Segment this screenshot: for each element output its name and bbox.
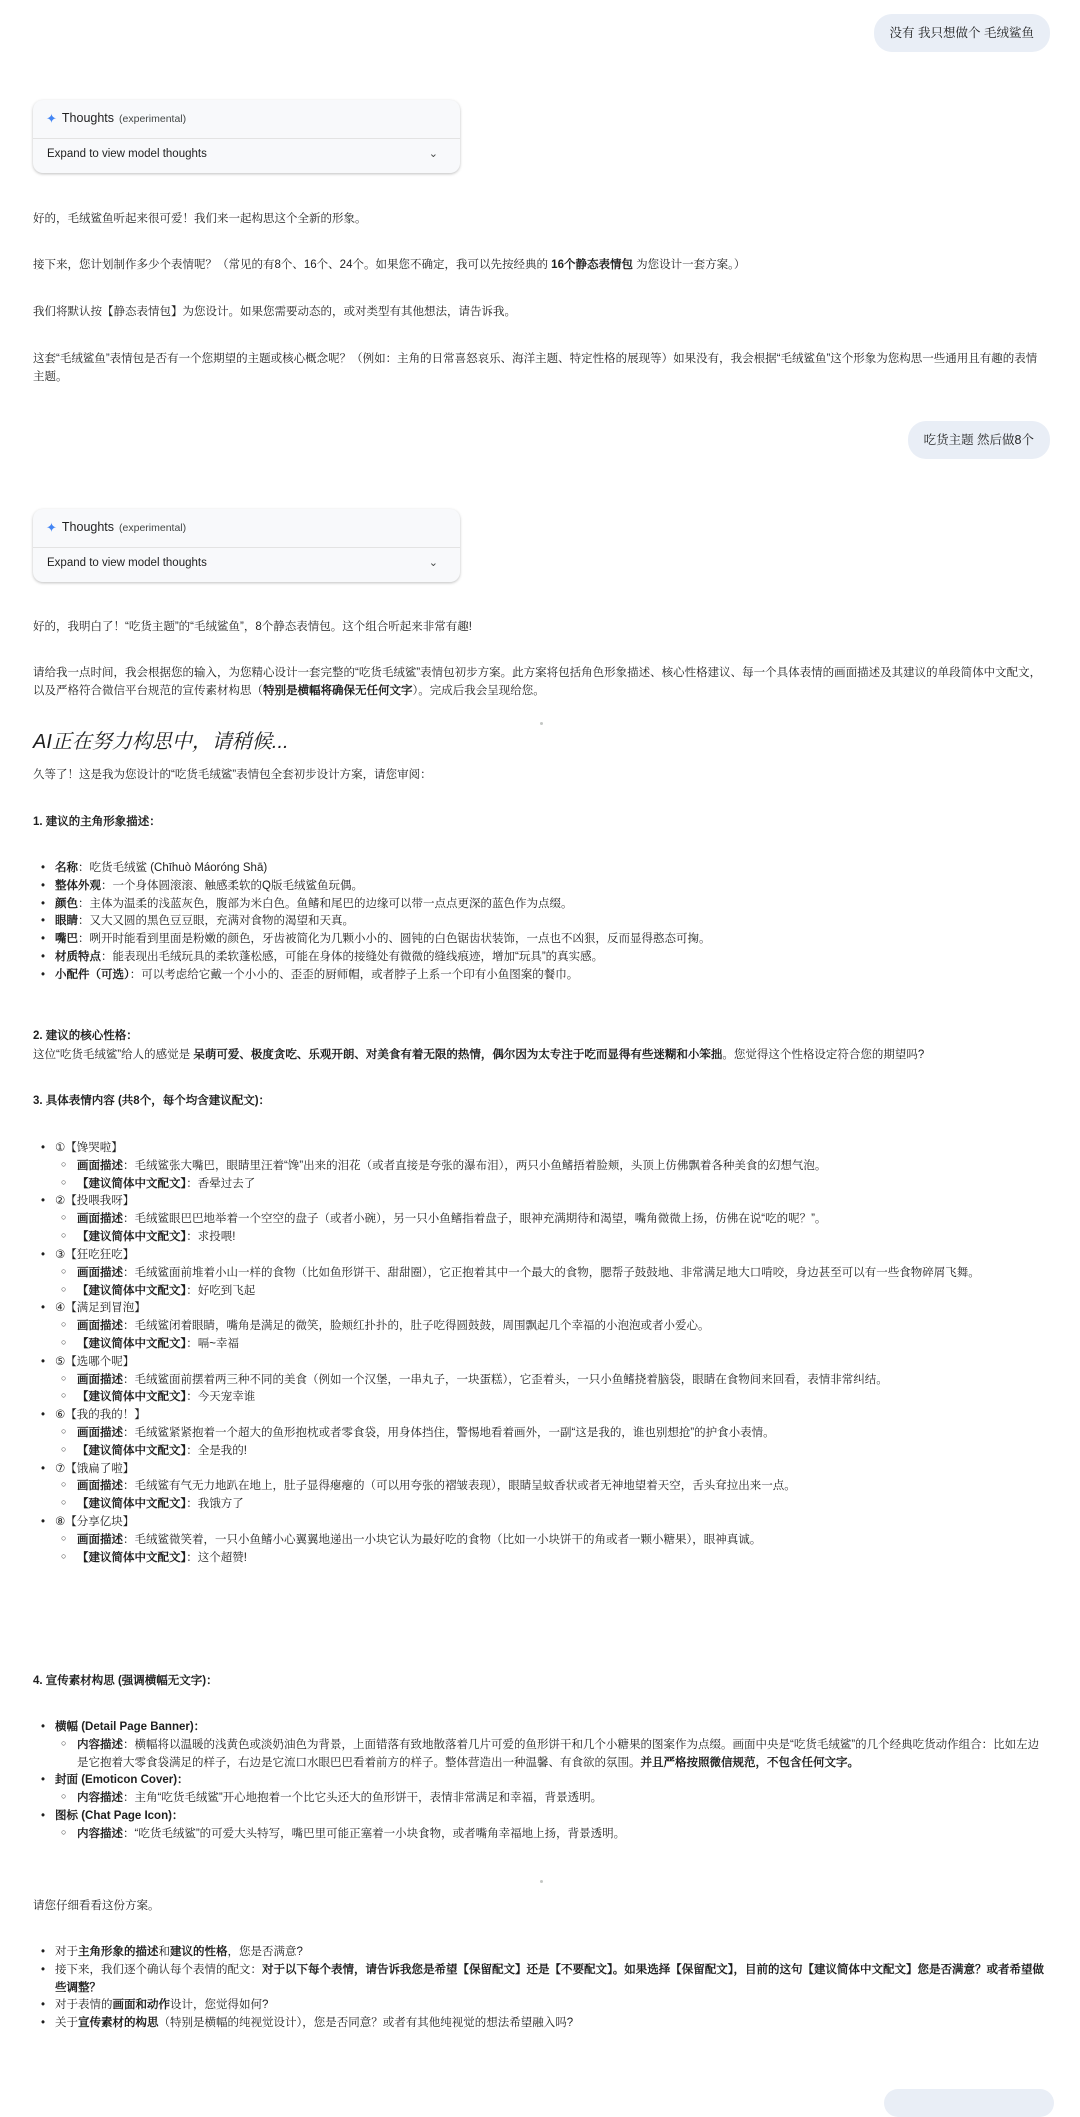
expand-thoughts-label[interactable]: Expand to view model thoughts — [47, 557, 207, 569]
expression-desc: ○ 画面描述：毛绒鲨面前摆着两三种不同的美食（例如一个汉堡，一串丸子，一块蛋糕），它歪着头，一只小鱼鳍挠着脑袋，眼睛在食物间来回看，表情非常纠结。 — [55, 1372, 1048, 1390]
question-item: • 对于主角形象的描述和建议的性格，您是否满意? — [33, 1944, 1048, 1962]
reply-paragraph: 好的，我明白了！“吃货主题”的“毛绒鲨鱼”，8个静态表情包。这个组合听起来非常有趣! — [33, 621, 472, 633]
reply-paragraph: 请您仔细看看这份方案。 — [33, 1900, 160, 1912]
expression-desc: ○ 画面描述：毛绒鲨闭着眼睛，嘴角是满足的微笑，脸颊红扑扑的，肚子吃得圆鼓鼓，周围飘起几个幸福的小泡泡或者小爱心。 — [55, 1318, 1048, 1336]
thoughts-header — [46, 518, 186, 538]
divider — [33, 547, 460, 548]
expression-caption: ○ 【建议简体中文配文】：求投喂! — [55, 1229, 1048, 1247]
list-item: • 小配件（可选）：可以考虑给它戴一个小小的、歪歪的厨师帽，或者脖子上系一个印有小鱼图案的餐巾。 — [33, 967, 1048, 985]
sparkle-icon: ✦ — [46, 519, 57, 535]
reply-paragraph: 好的，毛绒鲨鱼听起来很可爱！我们来一起构思这个全新的形象。 — [33, 213, 367, 225]
question-item: • 对于表情的画面和动作设计，您觉得如何? — [33, 1997, 1048, 2015]
reply-paragraph: 请给我一点时间，我会根据您的输入，为您精心设计一套完整的“吃货毛绒鲨”表情包初步方案。此方案将包括角色形象描述、核心性格建议、每一个具体表情的画面描述及其建议的单段简体中文配文，以及严格符合微信平台规范的宣传素材构思（特别是横幅将确保无任何文字）。完成后我会呈现给您。 — [33, 667, 1042, 697]
separator-dot — [540, 1880, 543, 1883]
expression-caption: ○ 【建议简体中文配文】：香晕过去了 — [55, 1176, 1048, 1194]
expression-desc: ○ 画面描述：毛绒鲨有气无力地趴在地上，肚子显得瘪瘪的（可以用夸张的褶皱表现），眼睛呈蚊香状或者无神地望着天空，舌头耷拉出来一点。 — [55, 1478, 1048, 1496]
promo-desc: ○ 内容描述：主角“吃货毛绒鲨”开心地抱着一个比它头还大的鱼形饼干，表情非常满足和幸福，背景透明。 — [55, 1790, 1048, 1808]
thoughts-panel[interactable] — [33, 100, 460, 173]
separator-dot — [540, 722, 543, 725]
section-title: 2. 建议的核心性格： — [33, 1030, 138, 1042]
thoughts-header — [46, 109, 186, 129]
expression-item: • ④【满足到冒泡】 ○ 画面描述：毛绒鲨闭着眼睛，嘴角是满足的微笑，脸颊红扑扑的，肚子吃得圆鼓鼓，周围飘起几个幸福的小泡泡或者小爱心。 ○ 【建议简体中文配文】：嗝~幸福 — [33, 1300, 1048, 1353]
thoughts-tag: (experimental) — [119, 112, 187, 125]
expression-item: • ⑤【选哪个呢】 ○ 画面描述：毛绒鲨面前摆着两三种不同的美食（例如一个汉堡，一串丸子，一块蛋糕），它歪着头，一只小鱼鳍挠着脑袋，眼睛在食物间来回看，表情非常纠结。 ○ 【建议简体中文配文】：今天宠幸谁 — [33, 1354, 1048, 1407]
expression-list — [33, 1140, 1048, 1568]
promo-list — [33, 1719, 1048, 1844]
reply-paragraph: 久等了！这是我为您设计的“吃货毛绒鲨”表情包全套初步设计方案，请您审阅： — [33, 769, 432, 781]
expression-desc: ○ 画面描述：毛绒鲨微笑着，一只小鱼鳍小心翼翼地递出一小块它认为最好吃的食物（比如一小块饼干的角或者一颗小糖果），眼神真诚。 — [55, 1532, 1048, 1550]
expression-desc: ○ 画面描述：毛绒鲨张大嘴巴，眼睛里汪着“馋”出来的泪花（或者直接是夸张的瀑布泪），两只小鱼鳍捂着脸颊，头顶上仿佛飘着各种美食的幻想气泡。 — [55, 1158, 1048, 1176]
reply-paragraph: 接下来，您计划制作多少个表情呢？（常见的有8个、16个、24个。如果您不确定，我可以先按经典的 16个静态表情包 为您设计一套方案。） — [33, 259, 746, 271]
list-item: • 整体外观：一个身体圆滚滚、触感柔软的Q版毛绒鲨鱼玩偶。 — [33, 878, 1048, 896]
promo-item: • 横幅 (Detail Page Banner)： ○ 内容描述：横幅将以温暖的浅黄色或淡奶油色为背景，上面错落有致地散落着几片可爱的鱼形饼干和几个小糖果的图案作为点缀。画面中央是“吃货毛绒鲨”的几个经典吃货动作组合：比如左边是它抱着大零食袋满足的样子，右边是它流口水眼巴巴看着前方的样子。整体营造出一种温馨、有食欲的氛围。并且严格按照微信规范，不包含任何文字。 — [33, 1719, 1048, 1772]
thoughts-panel[interactable] — [33, 509, 460, 582]
expression-caption: ○ 【建议简体中文配文】：全是我的! — [55, 1443, 1048, 1461]
next-user-message — [884, 2089, 1054, 2117]
sparkle-icon: ✦ — [46, 110, 57, 126]
question-item: • 关于宣传素材的构思（特别是横幅的纯视觉设计），您是否同意？或者有其他纯视觉的想法希望融入吗? — [33, 2015, 1048, 2033]
user-message-text: 没有 我只想做个 毛绒鲨鱼 — [889, 26, 1034, 40]
expression-caption: ○ 【建议简体中文配文】：嗝~幸福 — [55, 1336, 1048, 1354]
reply-paragraph: 我们将默认按【静态表情包】为您设计。如果您需要动态的，或对类型有其他想法，请告诉我。 — [33, 306, 516, 318]
divider — [33, 138, 460, 139]
list-item: • 材质特点：能表现出毛绒玩具的柔软蓬松感，可能在身体的接缝处有微微的缝线痕迹，增加“玩具”的真实感。 — [33, 949, 1048, 967]
thoughts-title: Thoughts — [61, 111, 115, 126]
expression-item: • ②【投喂我呀】 ○ 画面描述：毛绒鲨眼巴巴地举着一个空空的盘子（或者小碗），另一只小鱼鳍指着盘子，眼神充满期待和渴望，嘴角微微上扬，仿佛在说“吃的呢？”。 ○ 【建议简体中文配文】：求投喂! — [33, 1193, 1048, 1246]
thoughts-tag: (experimental) — [119, 521, 187, 534]
list-item: • 颜色：主体为温柔的浅蓝灰色，腹部为米白色。鱼鳍和尾巴的边缘可以带一点点更深的蓝色作为点缀。 — [33, 896, 1048, 914]
character-list — [33, 860, 1048, 985]
user-message-text: 吃货主题 然后做8个 — [923, 433, 1034, 447]
thoughts-title: Thoughts — [61, 520, 115, 535]
expression-item: • ⑧【分享亿块】 ○ 画面描述：毛绒鲨微笑着，一只小鱼鳍小心翼翼地递出一小块它认为最好吃的食物（比如一小块饼干的角或者一颗小糖果），眼神真诚。 ○ 【建议简体中文配文】：这个超赞! — [33, 1514, 1048, 1567]
promo-item: • 图标 (Chat Page Icon)： ○ 内容描述：“吃货毛绒鲨”的可爱大头特写，嘴巴里可能正塞着一小块食物，或者嘴角幸福地上扬，背景透明。 — [33, 1808, 1048, 1844]
chevron-down-icon[interactable]: ⌄ — [428, 557, 438, 569]
chevron-down-icon[interactable]: ⌄ — [428, 148, 438, 160]
question-list — [33, 1944, 1048, 2033]
expression-caption: ○ 【建议简体中文配文】：这个超赞! — [55, 1550, 1048, 1568]
section-title: 1. 建议的主角形象描述： — [33, 816, 161, 828]
section-title: 4. 宣传素材构思 (强调横幅无文字)： — [33, 1675, 218, 1687]
section-title: 3. 具体表情内容 (共8个，每个均含建议配文)： — [33, 1095, 271, 1107]
list-item: • 嘴巴：咧开时能看到里面是粉嫩的颜色，牙齿被简化为几颗小小的、圆钝的白色锯齿状装饰，一点也不凶狠，反而显得憨态可掬。 — [33, 931, 1048, 949]
user-message — [874, 14, 1050, 52]
expression-item: • ⑦【饿扁了啦】 ○ 画面描述：毛绒鲨有气无力地趴在地上，肚子显得瘪瘪的（可以用夸张的褶皱表现），眼睛呈蚊香状或者无神地望着天空，舌头耷拉出来一点。 ○ 【建议简体中文配文】：我饿方了 — [33, 1461, 1048, 1514]
list-item: • 名称：吃货毛绒鲨 (Chīhuò Máoróng Shā) — [33, 860, 1048, 878]
expression-caption: ○ 【建议简体中文配文】：今天宠幸谁 — [55, 1389, 1048, 1407]
expression-item: • ③【狂吃狂吃】 ○ 画面描述：毛绒鲨面前堆着小山一样的食物（比如鱼形饼干、甜甜圈），它正抱着其中一个最大的食物，腮帮子鼓鼓地、非常满足地大口啃咬，身边甚至可以有一些食物碎屑飞舞。 ○ 【建议简体中文配文】：好吃到飞起 — [33, 1247, 1048, 1300]
user-message — [908, 421, 1050, 459]
expression-desc: ○ 画面描述：毛绒鲨紧紧抱着一个超大的鱼形抱枕或者零食袋，用身体挡住，警惕地看着画外，一副“这是我的，谁也别想抢”的护食小表情。 — [55, 1425, 1048, 1443]
expression-desc: ○ 画面描述：毛绒鲨眼巴巴地举着一个空空的盘子（或者小碗），另一只小鱼鳍指着盘子，眼神充满期待和渴望，嘴角微微上扬，仿佛在说“吃的呢？”。 — [55, 1211, 1048, 1229]
status-heading: AI正在努力构思中，请稍候... — [33, 731, 289, 753]
expression-caption: ○ 【建议简体中文配文】：我饿方了 — [55, 1496, 1048, 1514]
promo-item: • 封面 (Emoticon Cover)： ○ 内容描述：主角“吃货毛绒鲨”开心地抱着一个比它头还大的鱼形饼干，表情非常满足和幸福，背景透明。 — [33, 1772, 1048, 1808]
reply-paragraph: 这位“吃货毛绒鲨”给人的感觉是 呆萌可爱、极度贪吃、乐观开朗、对美食有着无限的热情，偶尔因为太专注于吃而显得有些迷糊和小笨拙。您觉得这个性格设定符合您的期望吗? — [33, 1049, 925, 1061]
expression-desc: ○ 画面描述：毛绒鲨面前堆着小山一样的食物（比如鱼形饼干、甜甜圈），它正抱着其中一个最大的食物，腮帮子鼓鼓地、非常满足地大口啃咬，身边甚至可以有一些食物碎屑飞舞。 — [55, 1265, 1048, 1283]
promo-desc: ○ 内容描述：“吃货毛绒鲨”的可爱大头特写，嘴巴里可能正塞着一小块食物，或者嘴角幸福地上扬，背景透明。 — [55, 1826, 1048, 1844]
question-item: • 接下来，我们逐个确认每个表情的配文：对于以下每个表情，请告诉我您是希望【保留配文】还是【不要配文】。如果选择【保留配文】，目前的这句【建议简体中文配文】您是否满意？或者希望做些调整？ — [33, 1962, 1048, 1998]
reply-paragraph: 这套“毛绒鲨鱼”表情包是否有一个您期望的主题或核心概念呢？（例如：主角的日常喜怒哀乐、海洋主题、特定性格的展现等）如果没有，我会根据“毛绒鲨鱼”这个形象为您构思一些通用且有趣的表情主题。 — [33, 353, 1038, 383]
list-item: • 眼睛：又大又圆的黑色豆豆眼，充满对食物的渴望和天真。 — [33, 913, 1048, 931]
expression-item: • ⑥【我的我的！】 ○ 画面描述：毛绒鲨紧紧抱着一个超大的鱼形抱枕或者零食袋，用身体挡住，警惕地看着画外，一副“这是我的，谁也别想抢”的护食小表情。 ○ 【建议简体中文配文】：全是我的! — [33, 1407, 1048, 1460]
expression-caption: ○ 【建议简体中文配文】：好吃到飞起 — [55, 1283, 1048, 1301]
promo-desc: ○ 内容描述：横幅将以温暖的浅黄色或淡奶油色为背景，上面错落有致地散落着几片可爱的鱼形饼干和几个小糖果的图案作为点缀。画面中央是“吃货毛绒鲨”的几个经典吃货动作组合：比如左边是它抱着大零食袋满足的样子，右边是它流口水眼巴巴看着前方的样子。整体营造出一种温馨、有食欲的氛围。并且严格按照微信规范，不包含任何文字。 — [55, 1737, 1048, 1773]
expression-item: • ①【馋哭啦】 ○ 画面描述：毛绒鲨张大嘴巴，眼睛里汪着“馋”出来的泪花（或者直接是夸张的瀑布泪），两只小鱼鳍捂着脸颊，头顶上仿佛飘着各种美食的幻想气泡。 ○ 【建议简体中文配文】：香晕过去了 — [33, 1140, 1048, 1193]
expand-thoughts-label[interactable]: Expand to view model thoughts — [47, 148, 207, 160]
